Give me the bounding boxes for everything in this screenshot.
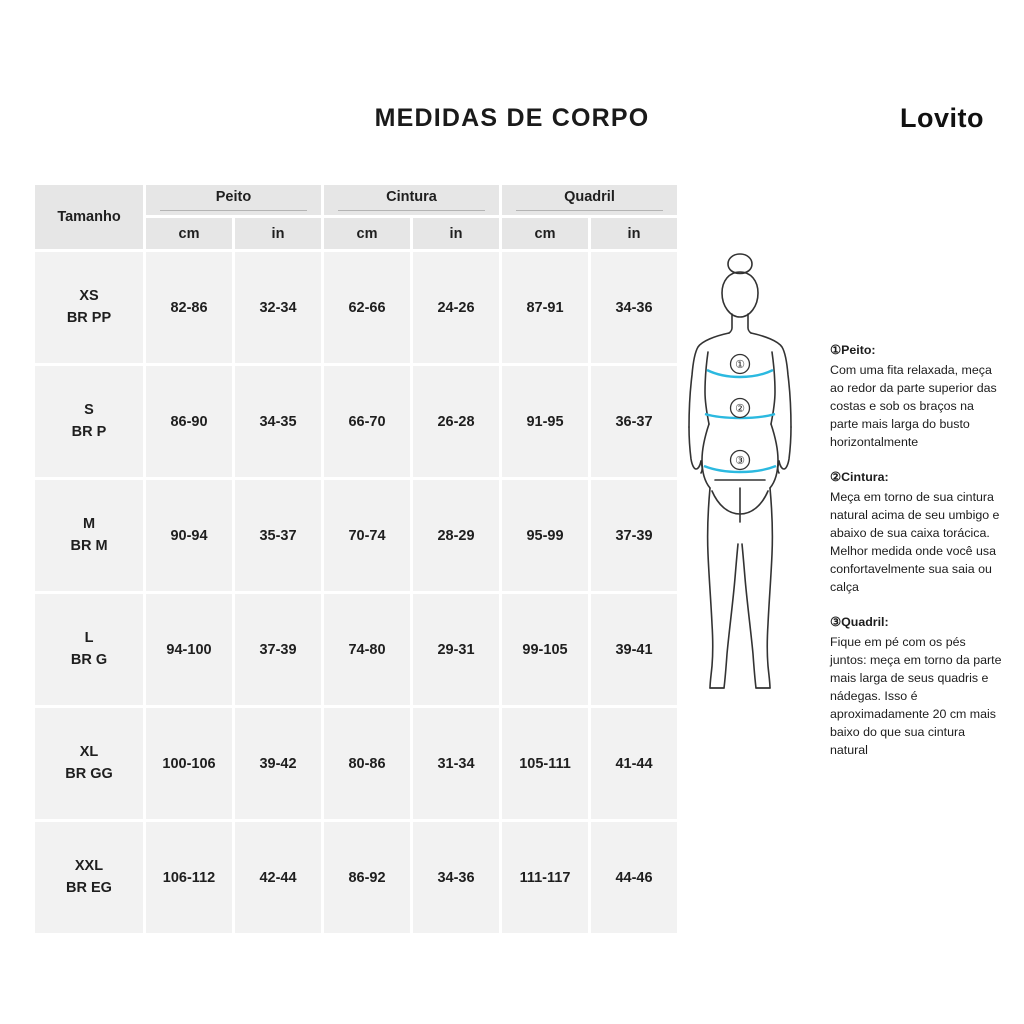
cell-quadril-cm: 111-117	[502, 822, 588, 933]
cell-peito-cm: 100-106	[146, 708, 232, 819]
row-size-label	[35, 594, 143, 705]
cell-peito-cm: 94-100	[146, 594, 232, 705]
cell-quadril-in: 37-39	[591, 480, 677, 591]
cell-cintura-in: 26-28	[413, 366, 499, 477]
cell-peito-in: 32-34	[235, 252, 321, 363]
cell-peito-in: 39-42	[235, 708, 321, 819]
note-body-cintura: Meça em torno de sua cintura natural acima de seu umbigo e abaixo de sua caixa torácica. Melhor medida onde você usa confortavelmente sua saia ou calça	[830, 489, 1000, 594]
table-row	[35, 252, 677, 363]
page-title: MEDIDAS DE CORPO	[374, 104, 650, 132]
cell-cintura-cm: 70-74	[324, 480, 410, 591]
right-leg	[742, 488, 772, 688]
hip-left	[702, 424, 710, 488]
header-quadril-in: in	[591, 218, 677, 249]
header-group-peito-label: Peito	[160, 189, 307, 211]
marker-3-label: ③	[735, 455, 745, 467]
header-group-quadril-label: Quadril	[516, 189, 663, 211]
row-size-label	[35, 252, 143, 363]
head	[722, 272, 758, 317]
header-group-peito	[146, 185, 321, 215]
cell-peito-in: 37-39	[235, 594, 321, 705]
row-size-label	[35, 822, 143, 933]
size-chart-table	[32, 182, 680, 936]
row-size-label	[35, 480, 143, 591]
right-arm-outer	[751, 333, 791, 427]
cell-quadril-in: 44-46	[591, 822, 677, 933]
cell-peito-in: 35-37	[235, 480, 321, 591]
cell-peito-in: 42-44	[235, 822, 321, 933]
header-group-cintura	[324, 185, 499, 215]
header-tamanho: Tamanho	[35, 185, 143, 249]
size-code: L	[84, 630, 94, 647]
cell-peito-cm: 86-90	[146, 366, 232, 477]
left-hand	[689, 427, 701, 469]
header-quadril-cm: cm	[502, 218, 588, 249]
cell-cintura-cm: 74-80	[324, 594, 410, 705]
table-row	[35, 480, 677, 591]
table-row	[35, 594, 677, 705]
note-body-quadril: Fique em pé com os pés juntos: meça em torno da parte mais larga de seus quadris e nádegas. Isso é aproximadamente 20 cm mais baixo do que sua cintura natural	[830, 634, 1002, 757]
row-size-label	[35, 366, 143, 477]
header-peito-cm: cm	[146, 218, 232, 249]
header-peito-in: in	[235, 218, 321, 249]
size-code: S	[84, 402, 94, 419]
cell-cintura-cm: 62-66	[324, 252, 410, 363]
cell-quadril-cm: 99-105	[502, 594, 588, 705]
size-code-br: BR EG	[66, 879, 112, 896]
left-leg	[708, 488, 738, 688]
size-code: M	[82, 516, 96, 533]
table-row	[35, 708, 677, 819]
header-cintura-in: in	[413, 218, 499, 249]
hip-right	[770, 424, 778, 488]
cell-cintura-cm: 66-70	[324, 366, 410, 477]
size-code-br: BR G	[70, 651, 108, 668]
cell-quadril-cm: 95-99	[502, 480, 588, 591]
measurement-instructions	[830, 342, 1005, 760]
note-body-peito: Com uma fita relaxada, meça ao redor da parte superior das costas e sob os braços na parte mais larga do busto horizontalmente	[830, 362, 997, 449]
header-group-cintura-label: Cintura	[338, 189, 485, 211]
cell-quadril-in: 39-41	[591, 594, 677, 705]
cell-cintura-in: 24-26	[413, 252, 499, 363]
cell-cintura-in: 28-29	[413, 480, 499, 591]
header-cintura-cm: cm	[324, 218, 410, 249]
size-code-br: BR GG	[65, 765, 113, 782]
hair-bun	[728, 254, 752, 274]
cell-quadril-cm: 87-91	[502, 252, 588, 363]
note-title-cintura: ②Cintura:	[830, 469, 889, 484]
cell-quadril-in: 41-44	[591, 708, 677, 819]
measurement-markers	[731, 355, 750, 470]
cell-peito-in: 34-35	[235, 366, 321, 477]
cell-cintura-in: 29-31	[413, 594, 499, 705]
header-group-quadril	[502, 185, 677, 215]
cell-quadril-cm: 91-95	[502, 366, 588, 477]
cell-peito-cm: 90-94	[146, 480, 232, 591]
table-row	[35, 366, 677, 477]
cell-cintura-cm: 80-86	[324, 708, 410, 819]
size-code: XS	[79, 288, 99, 305]
size-code-br: BR M	[70, 537, 108, 554]
cell-peito-cm: 82-86	[146, 252, 232, 363]
cell-cintura-in: 34-36	[413, 822, 499, 933]
note-title-quadril: ③Quadril:	[830, 614, 889, 629]
left-arm-outer	[689, 333, 729, 427]
table-header-groups	[35, 185, 677, 215]
cell-peito-cm: 106-112	[146, 822, 232, 933]
marker-2-label: ②	[735, 403, 745, 415]
size-code: XL	[79, 744, 99, 761]
size-code-br: BR PP	[66, 309, 112, 326]
table-row	[35, 822, 677, 933]
cell-quadril-in: 34-36	[591, 252, 677, 363]
note-title-peito: ①Peito:	[830, 343, 876, 357]
cell-cintura-in: 31-34	[413, 708, 499, 819]
size-code: XXL	[74, 858, 104, 875]
cell-quadril-cm: 105-111	[502, 708, 588, 819]
row-size-label	[35, 708, 143, 819]
right-hand	[779, 427, 791, 469]
body-figure	[660, 248, 820, 828]
brand-logo: Lovito	[900, 103, 984, 133]
size-code-br: BR P	[71, 423, 107, 440]
cell-cintura-cm: 86-92	[324, 822, 410, 933]
marker-1-label: ①	[735, 359, 745, 371]
body-figure-svg	[660, 248, 820, 828]
cell-quadril-in: 36-37	[591, 366, 677, 477]
